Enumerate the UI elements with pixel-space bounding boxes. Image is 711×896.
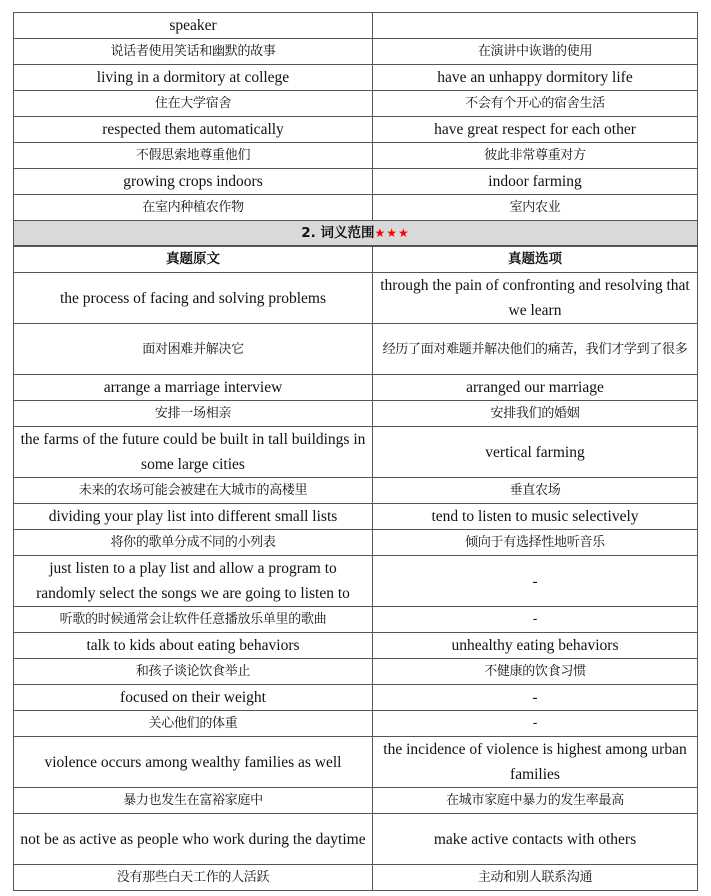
section-header-group: [14, 221, 698, 273]
table-row: [14, 273, 698, 324]
option-text-cell: through the pain of confronting and resolving that we learn: [373, 273, 698, 324]
original-text-cell: not be as active as people who work during the daytime: [14, 814, 373, 865]
table-row: [14, 427, 698, 478]
table-row: [14, 530, 698, 556]
original-text-cell: 说话者使用笑话和幽默的故事: [14, 39, 373, 65]
option-text-cell: arranged our marriage: [373, 375, 698, 401]
original-text-cell: 和孩子谈论饮食举止: [14, 659, 373, 685]
vocabulary-table: [13, 12, 698, 891]
original-text-cell: 面对困难并解决它: [14, 324, 373, 375]
table-row: [14, 401, 698, 427]
table-row: [14, 478, 698, 504]
option-text-cell: 垂直农场: [373, 478, 698, 504]
table-row: [14, 117, 698, 143]
original-text-cell: 未来的农场可能会被建在大城市的高楼里: [14, 478, 373, 504]
table-row: [14, 814, 698, 865]
table-row: [14, 169, 698, 195]
table-row: [14, 788, 698, 814]
option-text-cell: -: [373, 685, 698, 711]
option-text-cell: -: [373, 607, 698, 633]
original-text-cell: dividing your play list into different small lists: [14, 504, 373, 530]
table-row: [14, 13, 698, 39]
table-row: [14, 633, 698, 659]
section-header-row: [14, 221, 698, 247]
option-text-cell: unhealthy eating behaviors: [373, 633, 698, 659]
original-text-cell: growing crops indoors: [14, 169, 373, 195]
option-text-cell: 经历了面对难题并解决他们的痛苦，我们才学到了很多: [373, 324, 698, 375]
top-rows: [14, 13, 698, 221]
option-text-cell: -: [373, 556, 698, 607]
original-text-cell: 没有那些白天工作的人活跃: [14, 865, 373, 891]
option-text-cell: -: [373, 711, 698, 737]
original-text-cell: arrange a marriage interview: [14, 375, 373, 401]
table-row: [14, 865, 698, 891]
star-rating-icon: ★★★: [374, 226, 410, 240]
option-text-cell: indoor farming: [373, 169, 698, 195]
table-row: [14, 659, 698, 685]
option-text-cell: 安排我们的婚姻: [373, 401, 698, 427]
original-text-cell: the farms of the future could be built in tall buildings in some large cities: [14, 427, 373, 478]
column-header-row: [14, 246, 698, 273]
option-text-cell: 倾向于有选择性地听音乐: [373, 530, 698, 556]
table-row: [14, 711, 698, 737]
original-text-cell: 听歌的时候通常会让软件任意播放乐单里的歌曲: [14, 607, 373, 633]
original-text-cell: just listen to a play list and allow a program to randomly select the songs we are going to listen to: [14, 556, 373, 607]
column-header-options: 真题选项: [373, 246, 698, 273]
table-row: [14, 65, 698, 91]
section-rows: [14, 273, 698, 891]
column-header-original: 真题原文: [14, 246, 373, 273]
option-text-cell: have an unhappy dormitory life: [373, 65, 698, 91]
option-text-cell: tend to listen to music selectively: [373, 504, 698, 530]
original-text-cell: 安排一场相亲: [14, 401, 373, 427]
option-text-cell: 彼此非常尊重对方: [373, 143, 698, 169]
original-text-cell: 住在大学宿舍: [14, 91, 373, 117]
table-row: [14, 143, 698, 169]
table-row: [14, 607, 698, 633]
option-text-cell: 在城市家庭中暴力的发生率最高: [373, 788, 698, 814]
option-text-cell: have great respect for each other: [373, 117, 698, 143]
original-text-cell: talk to kids about eating behaviors: [14, 633, 373, 659]
original-text-cell: 将你的歌单分成不同的小列表: [14, 530, 373, 556]
section-header-cell: [14, 221, 698, 247]
original-text-cell: respected them automatically: [14, 117, 373, 143]
table-row: [14, 504, 698, 530]
table-row: [14, 39, 698, 65]
option-text-cell: [373, 13, 698, 39]
option-text-cell: vertical farming: [373, 427, 698, 478]
original-text-cell: speaker: [14, 13, 373, 39]
original-text-cell: violence occurs among wealthy families as well: [14, 737, 373, 788]
option-text-cell: the incidence of violence is highest among urban families: [373, 737, 698, 788]
original-text-cell: 暴力也发生在富裕家庭中: [14, 788, 373, 814]
table-row: [14, 375, 698, 401]
section-title: 2. 词义范围: [301, 225, 375, 241]
original-text-cell: 关心他们的体重: [14, 711, 373, 737]
table-row: [14, 737, 698, 788]
table-row: [14, 195, 698, 221]
option-text-cell: 主动和别人联系沟通: [373, 865, 698, 891]
table-row: [14, 91, 698, 117]
original-text-cell: focused on their weight: [14, 685, 373, 711]
table-row: [14, 685, 698, 711]
original-text-cell: 不假思索地尊重他们: [14, 143, 373, 169]
option-text-cell: 在演讲中诙谐的使用: [373, 39, 698, 65]
option-text-cell: 不健康的饮食习惯: [373, 659, 698, 685]
option-text-cell: 不会有个开心的宿舍生活: [373, 91, 698, 117]
table-row: [14, 556, 698, 607]
original-text-cell: living in a dormitory at college: [14, 65, 373, 91]
original-text-cell: 在室内种植农作物: [14, 195, 373, 221]
table-row: [14, 324, 698, 375]
option-text-cell: make active contacts with others: [373, 814, 698, 865]
option-text-cell: 室内农业: [373, 195, 698, 221]
original-text-cell: the process of facing and solving problems: [14, 273, 373, 324]
